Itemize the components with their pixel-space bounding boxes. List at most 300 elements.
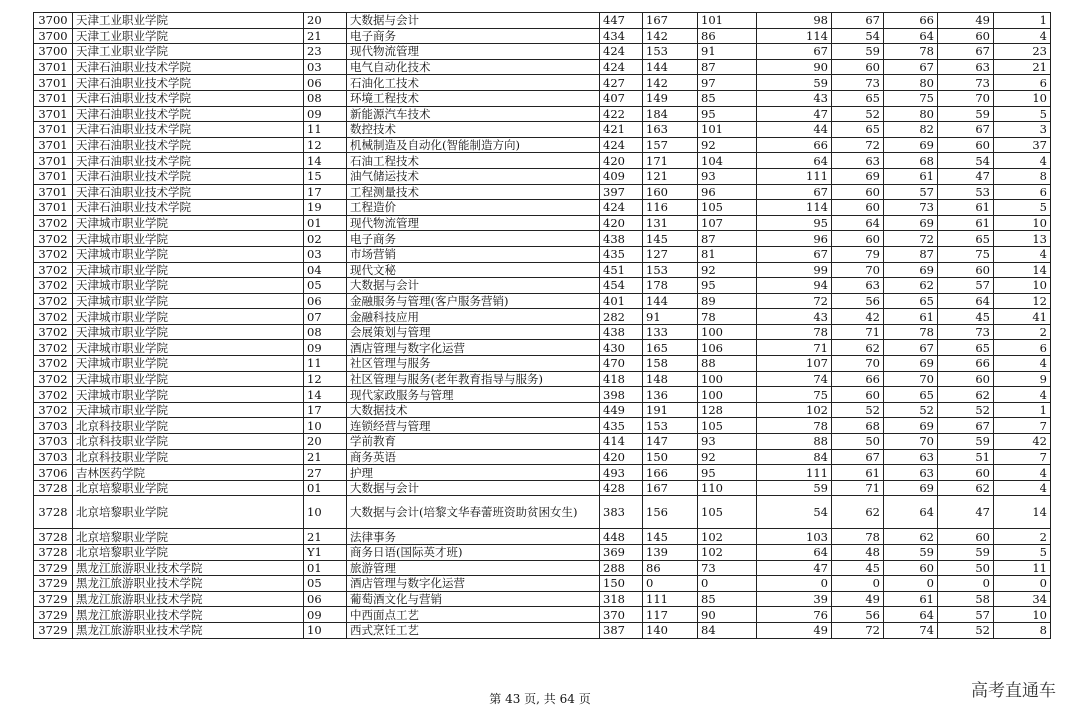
table-row <box>34 545 1051 561</box>
cell-score-c: 44 <box>757 122 832 138</box>
cell-major-code: 20 <box>304 13 347 29</box>
score-table-body <box>34 13 1051 639</box>
cell-score-f: 58 <box>938 591 994 607</box>
cell-major-name: 金融科技应用 <box>347 309 600 325</box>
cell-major-code: 07 <box>304 309 347 325</box>
cell-school-name: 天津工业职业学院 <box>73 44 304 60</box>
cell-score-f: 63 <box>938 59 994 75</box>
cell-score-a: 116 <box>643 200 698 216</box>
cell-score-c: 103 <box>757 529 832 545</box>
table-row <box>34 200 1051 216</box>
cell-school-name: 天津城市职业学院 <box>73 340 304 356</box>
cell-score-b: 96 <box>698 184 757 200</box>
cell-score-f: 0 <box>938 576 994 592</box>
cell-major-name: 金融服务与管理(客户服务营销) <box>347 293 600 309</box>
cell-score-total: 418 <box>600 371 643 387</box>
cell-rank: 2 <box>994 324 1051 340</box>
cell-score-b: 92 <box>698 137 757 153</box>
cell-score-e: 57 <box>884 184 938 200</box>
cell-score-a: 178 <box>643 278 698 294</box>
cell-score-a: 145 <box>643 529 698 545</box>
cell-score-e: 69 <box>884 215 938 231</box>
cell-score-a: 145 <box>643 231 698 247</box>
page-number: 第 43 页, 共 64 页 <box>489 692 591 706</box>
cell-school-name: 北京培黎职业学院 <box>73 529 304 545</box>
cell-score-a: 191 <box>643 402 698 418</box>
cell-school-name: 北京科技职业学院 <box>73 418 304 434</box>
cell-score-e: 0 <box>884 576 938 592</box>
cell-school-name: 北京科技职业学院 <box>73 434 304 450</box>
cell-score-c: 88 <box>757 434 832 450</box>
table-row <box>34 387 1051 403</box>
cell-major-code: 20 <box>304 434 347 450</box>
cell-score-b: 105 <box>698 496 757 529</box>
cell-score-f: 70 <box>938 90 994 106</box>
watermark-text: 高考直通车 <box>971 681 1056 701</box>
cell-score-b: 93 <box>698 168 757 184</box>
cell-score-b: 92 <box>698 449 757 465</box>
cell-score-c: 96 <box>757 231 832 247</box>
cell-major-name: 社区管理与服务(老年教育指导与服务) <box>347 371 600 387</box>
cell-score-e: 69 <box>884 418 938 434</box>
cell-score-total: 424 <box>600 137 643 153</box>
cell-score-b: 95 <box>698 106 757 122</box>
cell-rank: 5 <box>994 106 1051 122</box>
cell-score-c: 39 <box>757 591 832 607</box>
cell-school-name: 天津城市职业学院 <box>73 262 304 278</box>
cell-major-name: 大数据与会计 <box>347 278 600 294</box>
cell-score-a: 153 <box>643 418 698 434</box>
cell-school-code: 3702 <box>34 215 73 231</box>
cell-score-f: 60 <box>938 371 994 387</box>
cell-rank: 4 <box>994 465 1051 481</box>
cell-rank: 14 <box>994 496 1051 529</box>
cell-school-code: 3701 <box>34 75 73 91</box>
cell-score-d: 62 <box>832 340 884 356</box>
cell-school-code: 3700 <box>34 13 73 29</box>
cell-school-code: 3701 <box>34 90 73 106</box>
cell-major-name: 现代文秘 <box>347 262 600 278</box>
table-row <box>34 340 1051 356</box>
table-row <box>34 28 1051 44</box>
cell-rank: 9 <box>994 371 1051 387</box>
cell-major-code: 17 <box>304 402 347 418</box>
cell-school-code: 3728 <box>34 496 73 529</box>
cell-score-f: 64 <box>938 293 994 309</box>
table-row <box>34 324 1051 340</box>
cell-major-code: 10 <box>304 496 347 529</box>
cell-score-d: 70 <box>832 356 884 372</box>
cell-school-name: 黑龙江旅游职业技术学院 <box>73 607 304 623</box>
cell-major-code: 05 <box>304 278 347 294</box>
cell-score-d: 60 <box>832 231 884 247</box>
cell-score-a: 165 <box>643 340 698 356</box>
cell-score-e: 70 <box>884 371 938 387</box>
cell-score-e: 59 <box>884 545 938 561</box>
cell-score-f: 61 <box>938 215 994 231</box>
cell-score-a: 140 <box>643 622 698 638</box>
cell-score-f: 62 <box>938 387 994 403</box>
cell-rank: 4 <box>994 480 1051 496</box>
cell-score-e: 67 <box>884 340 938 356</box>
cell-school-code: 3729 <box>34 576 73 592</box>
cell-score-d: 60 <box>832 59 884 75</box>
cell-score-c: 111 <box>757 168 832 184</box>
cell-rank: 8 <box>994 622 1051 638</box>
cell-score-a: 121 <box>643 168 698 184</box>
table-row <box>34 231 1051 247</box>
cell-school-code: 3702 <box>34 246 73 262</box>
table-row <box>34 59 1051 75</box>
cell-score-b: 88 <box>698 356 757 372</box>
cell-score-a: 111 <box>643 591 698 607</box>
cell-school-name: 北京培黎职业学院 <box>73 545 304 561</box>
cell-major-name: 商务日语(国际英才班) <box>347 545 600 561</box>
cell-score-c: 102 <box>757 402 832 418</box>
cell-score-f: 59 <box>938 545 994 561</box>
cell-school-code: 3706 <box>34 465 73 481</box>
cell-score-d: 42 <box>832 309 884 325</box>
cell-score-total: 424 <box>600 44 643 60</box>
cell-score-f: 52 <box>938 402 994 418</box>
cell-score-e: 62 <box>884 278 938 294</box>
cell-score-c: 67 <box>757 246 832 262</box>
cell-score-c: 67 <box>757 44 832 60</box>
cell-score-c: 95 <box>757 215 832 231</box>
cell-school-code: 3701 <box>34 184 73 200</box>
cell-score-a: 0 <box>643 576 698 592</box>
cell-score-total: 421 <box>600 122 643 138</box>
cell-school-code: 3702 <box>34 371 73 387</box>
cell-score-a: 127 <box>643 246 698 262</box>
cell-score-e: 80 <box>884 75 938 91</box>
cell-major-name: 新能源汽车技术 <box>347 106 600 122</box>
cell-score-d: 72 <box>832 622 884 638</box>
cell-score-d: 60 <box>832 387 884 403</box>
cell-score-f: 49 <box>938 13 994 29</box>
cell-score-total: 369 <box>600 545 643 561</box>
cell-score-b: 106 <box>698 340 757 356</box>
cell-score-c: 71 <box>757 340 832 356</box>
cell-score-b: 85 <box>698 90 757 106</box>
cell-rank: 37 <box>994 137 1051 153</box>
cell-major-name: 油气储运技术 <box>347 168 600 184</box>
cell-major-code: 21 <box>304 529 347 545</box>
cell-rank: 7 <box>994 449 1051 465</box>
cell-school-code: 3729 <box>34 622 73 638</box>
cell-score-b: 93 <box>698 434 757 450</box>
cell-score-f: 57 <box>938 278 994 294</box>
cell-score-total: 449 <box>600 402 643 418</box>
cell-school-code: 3701 <box>34 122 73 138</box>
cell-score-f: 50 <box>938 560 994 576</box>
cell-school-code: 3703 <box>34 418 73 434</box>
cell-major-code: 04 <box>304 262 347 278</box>
cell-school-code: 3701 <box>34 200 73 216</box>
cell-rank: 4 <box>994 387 1051 403</box>
cell-score-d: 71 <box>832 324 884 340</box>
cell-score-d: 69 <box>832 168 884 184</box>
cell-score-f: 66 <box>938 356 994 372</box>
cell-score-e: 63 <box>884 465 938 481</box>
cell-major-name: 电子商务 <box>347 28 600 44</box>
table-row <box>34 560 1051 576</box>
table-row <box>34 418 1051 434</box>
cell-school-code: 3728 <box>34 545 73 561</box>
cell-school-name: 天津石油职业技术学院 <box>73 90 304 106</box>
cell-score-c: 107 <box>757 356 832 372</box>
cell-score-e: 65 <box>884 387 938 403</box>
table-row <box>34 215 1051 231</box>
table-row <box>34 13 1051 29</box>
cell-major-name: 连锁经营与管理 <box>347 418 600 434</box>
cell-score-d: 63 <box>832 153 884 169</box>
cell-score-c: 114 <box>757 200 832 216</box>
cell-score-b: 104 <box>698 153 757 169</box>
cell-rank: 4 <box>994 356 1051 372</box>
cell-score-a: 117 <box>643 607 698 623</box>
cell-score-c: 49 <box>757 622 832 638</box>
cell-score-b: 102 <box>698 545 757 561</box>
cell-rank: 23 <box>994 44 1051 60</box>
cell-score-f: 60 <box>938 465 994 481</box>
cell-major-name: 社区管理与服务 <box>347 356 600 372</box>
cell-rank: 10 <box>994 278 1051 294</box>
cell-score-c: 90 <box>757 59 832 75</box>
cell-school-name: 黑龙江旅游职业技术学院 <box>73 622 304 638</box>
table-row <box>34 622 1051 638</box>
cell-major-name: 大数据与会计 <box>347 480 600 496</box>
cell-score-d: 52 <box>832 106 884 122</box>
cell-score-total: 428 <box>600 480 643 496</box>
cell-score-c: 72 <box>757 293 832 309</box>
cell-school-code: 3728 <box>34 480 73 496</box>
cell-school-code: 3701 <box>34 168 73 184</box>
cell-score-total: 451 <box>600 262 643 278</box>
table-row <box>34 184 1051 200</box>
cell-score-a: 166 <box>643 465 698 481</box>
cell-score-e: 69 <box>884 356 938 372</box>
cell-major-code: 09 <box>304 607 347 623</box>
table-row <box>34 496 1051 529</box>
cell-score-b: 91 <box>698 44 757 60</box>
cell-score-total: 435 <box>600 246 643 262</box>
cell-score-d: 45 <box>832 560 884 576</box>
cell-school-name: 天津石油职业技术学院 <box>73 153 304 169</box>
cell-major-code: 12 <box>304 371 347 387</box>
cell-score-d: 67 <box>832 449 884 465</box>
table-row <box>34 278 1051 294</box>
cell-score-f: 59 <box>938 106 994 122</box>
cell-major-code: 10 <box>304 418 347 434</box>
cell-score-b: 105 <box>698 418 757 434</box>
cell-major-code: 08 <box>304 324 347 340</box>
cell-score-c: 78 <box>757 324 832 340</box>
cell-score-total: 438 <box>600 231 643 247</box>
cell-score-a: 184 <box>643 106 698 122</box>
cell-rank: 1 <box>994 13 1051 29</box>
cell-rank: 10 <box>994 607 1051 623</box>
cell-major-name: 酒店管理与数字化运营 <box>347 340 600 356</box>
cell-school-name: 天津城市职业学院 <box>73 215 304 231</box>
cell-score-f: 60 <box>938 28 994 44</box>
cell-score-e: 64 <box>884 28 938 44</box>
cell-major-code: 12 <box>304 137 347 153</box>
cell-score-f: 47 <box>938 168 994 184</box>
cell-score-f: 59 <box>938 434 994 450</box>
cell-score-a: 148 <box>643 371 698 387</box>
cell-score-e: 78 <box>884 324 938 340</box>
cell-rank: 2 <box>994 529 1051 545</box>
cell-score-a: 156 <box>643 496 698 529</box>
cell-score-c: 99 <box>757 262 832 278</box>
cell-major-code: 27 <box>304 465 347 481</box>
cell-rank: 13 <box>994 231 1051 247</box>
table-row <box>34 607 1051 623</box>
score-table <box>33 12 1051 639</box>
table-row <box>34 371 1051 387</box>
cell-major-name: 大数据技术 <box>347 402 600 418</box>
cell-score-a: 150 <box>643 449 698 465</box>
cell-school-name: 北京培黎职业学院 <box>73 496 304 529</box>
cell-school-code: 3729 <box>34 607 73 623</box>
cell-score-b: 90 <box>698 607 757 623</box>
cell-score-total: 435 <box>600 418 643 434</box>
cell-major-name: 会展策划与管理 <box>347 324 600 340</box>
cell-score-b: 89 <box>698 293 757 309</box>
cell-score-total: 398 <box>600 387 643 403</box>
cell-score-b: 101 <box>698 13 757 29</box>
cell-school-name: 天津城市职业学院 <box>73 246 304 262</box>
cell-score-e: 69 <box>884 480 938 496</box>
cell-score-e: 62 <box>884 529 938 545</box>
cell-score-a: 153 <box>643 262 698 278</box>
table-row <box>34 402 1051 418</box>
cell-score-total: 422 <box>600 106 643 122</box>
cell-score-c: 47 <box>757 106 832 122</box>
cell-score-e: 70 <box>884 434 938 450</box>
cell-score-c: 43 <box>757 309 832 325</box>
cell-score-b: 97 <box>698 75 757 91</box>
cell-major-name: 商务英语 <box>347 449 600 465</box>
table-row <box>34 480 1051 496</box>
table-row <box>34 262 1051 278</box>
cell-school-name: 天津城市职业学院 <box>73 309 304 325</box>
cell-school-code: 3702 <box>34 293 73 309</box>
cell-score-e: 61 <box>884 309 938 325</box>
cell-score-d: 54 <box>832 28 884 44</box>
cell-major-code: 19 <box>304 200 347 216</box>
cell-rank: 3 <box>994 122 1051 138</box>
cell-score-b: 87 <box>698 59 757 75</box>
cell-school-code: 3702 <box>34 387 73 403</box>
table-row <box>34 75 1051 91</box>
cell-score-d: 60 <box>832 184 884 200</box>
cell-score-c: 114 <box>757 28 832 44</box>
cell-score-b: 100 <box>698 324 757 340</box>
cell-school-name: 北京科技职业学院 <box>73 449 304 465</box>
cell-major-code: 03 <box>304 59 347 75</box>
cell-major-name: 大数据与会计(培黎文华春蕾班资助贫困女生) <box>347 496 600 529</box>
cell-score-total: 470 <box>600 356 643 372</box>
table-row <box>34 44 1051 60</box>
cell-rank: 6 <box>994 184 1051 200</box>
cell-score-c: 78 <box>757 418 832 434</box>
cell-score-c: 59 <box>757 480 832 496</box>
cell-score-c: 43 <box>757 90 832 106</box>
cell-score-f: 75 <box>938 246 994 262</box>
cell-school-name: 天津石油职业技术学院 <box>73 106 304 122</box>
cell-major-name: 大数据与会计 <box>347 13 600 29</box>
cell-major-name: 法律事务 <box>347 529 600 545</box>
cell-major-name: 护理 <box>347 465 600 481</box>
cell-school-name: 吉林医药学院 <box>73 465 304 481</box>
cell-score-b: 110 <box>698 480 757 496</box>
cell-score-f: 65 <box>938 340 994 356</box>
cell-rank: 42 <box>994 434 1051 450</box>
cell-score-b: 87 <box>698 231 757 247</box>
cell-score-f: 45 <box>938 309 994 325</box>
cell-score-b: 95 <box>698 278 757 294</box>
cell-major-code: 14 <box>304 387 347 403</box>
cell-score-f: 60 <box>938 262 994 278</box>
cell-score-b: 86 <box>698 28 757 44</box>
cell-score-b: 0 <box>698 576 757 592</box>
cell-score-total: 424 <box>600 200 643 216</box>
cell-score-a: 139 <box>643 545 698 561</box>
table-row <box>34 591 1051 607</box>
table-row <box>34 122 1051 138</box>
cell-score-c: 66 <box>757 137 832 153</box>
cell-score-f: 61 <box>938 200 994 216</box>
cell-school-code: 3701 <box>34 153 73 169</box>
cell-score-c: 67 <box>757 184 832 200</box>
cell-score-f: 67 <box>938 122 994 138</box>
cell-score-e: 80 <box>884 106 938 122</box>
cell-score-total: 430 <box>600 340 643 356</box>
cell-score-a: 131 <box>643 215 698 231</box>
cell-major-name: 学前教育 <box>347 434 600 450</box>
cell-score-c: 59 <box>757 75 832 91</box>
cell-score-total: 282 <box>600 309 643 325</box>
cell-score-b: 78 <box>698 309 757 325</box>
cell-score-a: 147 <box>643 434 698 450</box>
cell-major-name: 现代物流管理 <box>347 215 600 231</box>
cell-score-total: 370 <box>600 607 643 623</box>
cell-score-b: 81 <box>698 246 757 262</box>
cell-score-e: 60 <box>884 560 938 576</box>
cell-school-name: 天津石油职业技术学院 <box>73 122 304 138</box>
cell-score-d: 50 <box>832 434 884 450</box>
cell-major-name: 现代家政服务与管理 <box>347 387 600 403</box>
cell-rank: 7 <box>994 418 1051 434</box>
cell-school-code: 3702 <box>34 231 73 247</box>
cell-school-code: 3702 <box>34 340 73 356</box>
cell-school-name: 天津城市职业学院 <box>73 402 304 418</box>
cell-score-f: 51 <box>938 449 994 465</box>
cell-school-name: 天津城市职业学院 <box>73 324 304 340</box>
cell-major-code: 08 <box>304 90 347 106</box>
cell-score-d: 72 <box>832 137 884 153</box>
cell-school-name: 天津石油职业技术学院 <box>73 184 304 200</box>
cell-score-c: 0 <box>757 576 832 592</box>
cell-school-name: 天津石油职业技术学院 <box>73 59 304 75</box>
cell-score-e: 69 <box>884 262 938 278</box>
table-row <box>34 168 1051 184</box>
cell-school-name: 天津城市职业学院 <box>73 371 304 387</box>
cell-score-c: 94 <box>757 278 832 294</box>
cell-school-name: 天津工业职业学院 <box>73 28 304 44</box>
